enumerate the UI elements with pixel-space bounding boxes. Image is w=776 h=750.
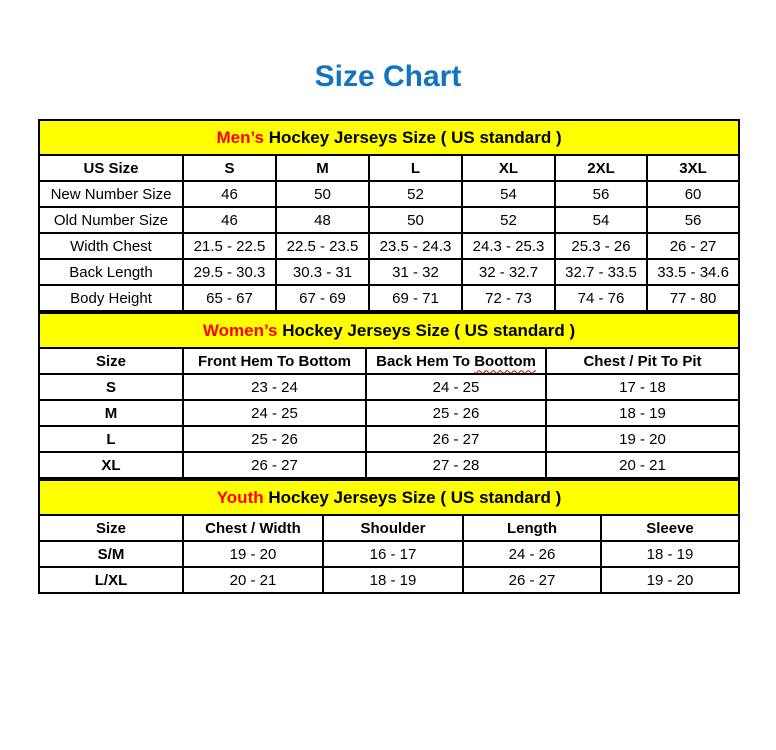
row-label: XL (39, 452, 183, 478)
size-value-cell: 24 - 26 (463, 541, 601, 567)
mens-band-highlight: Men’s (216, 127, 264, 147)
size-value-cell: 65 - 67 (183, 285, 276, 311)
row-label: Width Chest (39, 233, 183, 259)
size-value-cell: 19 - 20 (183, 541, 323, 567)
table-row (39, 374, 739, 400)
size-value-cell: 23.5 - 24.3 (369, 233, 462, 259)
size-value-cell: 27 - 28 (366, 452, 546, 478)
size-value-cell: 17 - 18 (546, 374, 739, 400)
size-value-cell: 48 (276, 207, 369, 233)
row-label: L (39, 426, 183, 452)
table-row (39, 567, 739, 593)
size-value-cell: 54 (555, 207, 647, 233)
womens-header-row (39, 348, 739, 374)
size-value-cell: 46 (183, 207, 276, 233)
size-value-cell: 24 - 25 (366, 374, 546, 400)
size-value-cell: 29.5 - 30.3 (183, 259, 276, 285)
size-value-cell: 26 - 27 (647, 233, 739, 259)
column-header: Length (463, 515, 601, 541)
size-value-cell: 74 - 76 (555, 285, 647, 311)
womens-band-row (39, 313, 739, 348)
column-header: Shoulder (323, 515, 463, 541)
youth-header-row (39, 515, 739, 541)
row-label: S (39, 374, 183, 400)
size-value-cell: 56 (555, 181, 647, 207)
size-value-cell: 32 - 32.7 (462, 259, 555, 285)
size-value-cell: 25 - 26 (183, 426, 366, 452)
size-table-youth (38, 479, 738, 594)
mens-band-title: Men’s Hockey Jerseys Size ( US standard ) (39, 120, 739, 155)
page-title: Size Chart (314, 60, 462, 93)
youth-band-title: Youth Hockey Jerseys Size ( US standard ) (39, 480, 739, 515)
column-header: Sleeve (601, 515, 739, 541)
size-table-mens (38, 119, 738, 312)
size-value-cell: 18 - 19 (323, 567, 463, 593)
size-value-cell: 18 - 19 (546, 400, 739, 426)
size-value-cell: 16 - 17 (323, 541, 463, 567)
table-row (39, 285, 739, 311)
size-value-cell: 52 (369, 181, 462, 207)
column-header: Front Hem To Bottom (183, 348, 366, 374)
womens-size-table (38, 312, 740, 479)
womens-band-highlight: Women’s (202, 320, 278, 340)
column-header: L (369, 155, 462, 181)
size-value-cell: 60 (647, 181, 739, 207)
size-value-cell: 30.3 - 31 (276, 259, 369, 285)
column-header: Chest / Width (183, 515, 323, 541)
size-value-cell: 19 - 20 (601, 567, 739, 593)
size-value-cell: 46 (183, 181, 276, 207)
size-value-cell: 24.3 - 25.3 (462, 233, 555, 259)
size-value-cell: 50 (276, 181, 369, 207)
size-value-cell: 77 - 80 (647, 285, 739, 311)
column-header: Size (39, 348, 183, 374)
size-value-cell: 33.5 - 34.6 (647, 259, 739, 285)
column-header: 3XL (647, 155, 739, 181)
youth-size-table (38, 479, 740, 594)
size-value-cell: 26 - 27 (366, 426, 546, 452)
table-row (39, 452, 739, 478)
row-label: M (39, 400, 183, 426)
size-value-cell: 32.7 - 33.5 (555, 259, 647, 285)
misspelled-word: Boottom (474, 352, 536, 370)
size-value-cell: 22.5 - 23.5 (276, 233, 369, 259)
column-header: S (183, 155, 276, 181)
size-value-cell: 26 - 27 (183, 452, 366, 478)
mens-header-row (39, 155, 739, 181)
youth-band-row (39, 480, 739, 515)
size-value-cell: 20 - 21 (183, 567, 323, 593)
table-row (39, 400, 739, 426)
column-header: US Size (39, 155, 183, 181)
column-header: XL (462, 155, 555, 181)
mens-size-table (38, 119, 740, 312)
column-header: Size (39, 515, 183, 541)
size-value-cell: 69 - 71 (369, 285, 462, 311)
size-table-womens (38, 312, 738, 479)
table-row (39, 259, 739, 285)
size-value-cell: 52 (462, 207, 555, 233)
table-row (39, 233, 739, 259)
size-value-cell: 26 - 27 (463, 567, 601, 593)
row-label: Back Length (39, 259, 183, 285)
table-row (39, 181, 739, 207)
size-value-cell: 54 (462, 181, 555, 207)
table-row (39, 541, 739, 567)
column-header: Chest / Pit To Pit (546, 348, 739, 374)
size-value-cell: 18 - 19 (601, 541, 739, 567)
size-value-cell: 31 - 32 (369, 259, 462, 285)
size-value-cell: 25 - 26 (366, 400, 546, 426)
size-value-cell: 19 - 20 (546, 426, 739, 452)
size-value-cell: 23 - 24 (183, 374, 366, 400)
womens-band-title: Women’s Hockey Jerseys Size ( US standard ) (39, 313, 739, 348)
size-value-cell: 21.5 - 22.5 (183, 233, 276, 259)
row-label: New Number Size (39, 181, 183, 207)
row-label: Old Number Size (39, 207, 183, 233)
row-label: S/M (39, 541, 183, 567)
column-header: 2XL (555, 155, 647, 181)
size-value-cell: 24 - 25 (183, 400, 366, 426)
size-chart-tables (38, 119, 738, 594)
size-value-cell: 72 - 73 (462, 285, 555, 311)
row-label: Body Height (39, 285, 183, 311)
column-header: M (276, 155, 369, 181)
size-value-cell: 25.3 - 26 (555, 233, 647, 259)
table-row (39, 207, 739, 233)
size-value-cell: 20 - 21 (546, 452, 739, 478)
table-row (39, 426, 739, 452)
size-value-cell: 67 - 69 (276, 285, 369, 311)
youth-band-highlight: Youth (216, 487, 264, 507)
column-header: Back Hem To Boottom (366, 348, 546, 374)
size-value-cell: 50 (369, 207, 462, 233)
row-label: L/XL (39, 567, 183, 593)
mens-band-row (39, 120, 739, 155)
size-value-cell: 56 (647, 207, 739, 233)
